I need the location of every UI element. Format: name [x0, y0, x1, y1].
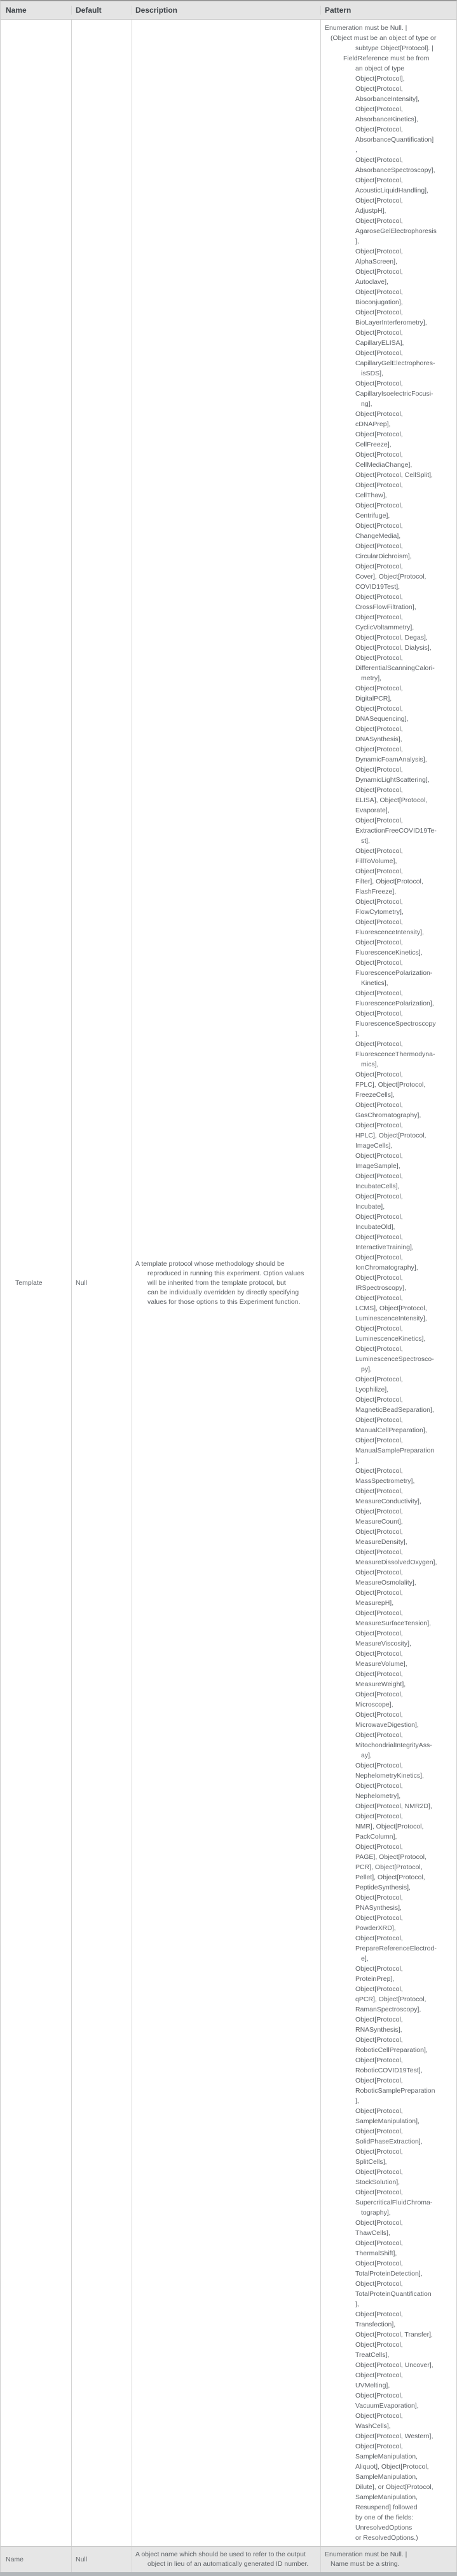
pattern-line: Object[Protocol,	[355, 1193, 403, 1200]
pattern-line: tography],	[361, 2209, 391, 2217]
pattern-line: Object[Protocol,	[355, 1589, 403, 1597]
pattern-line: Dilute], or Object[Protocol,	[355, 2483, 433, 2491]
pattern-line: Object[Protocol, Degas],	[355, 634, 428, 641]
pattern-line: ng],	[361, 400, 372, 408]
pattern-line: Transfection],	[355, 2321, 396, 2328]
pattern-line: IRSpectroscopy],	[355, 1284, 406, 1292]
pattern-line: LuminescenceSpectrosco-	[355, 1355, 434, 1363]
pattern-line: MeasureSurfaceTension],	[355, 1620, 432, 1627]
pattern-line: Incubate],	[355, 1203, 385, 1211]
pattern-line: reproduced in running this experiment. Option values	[147, 1269, 304, 1277]
pattern-line: PNASynthesis],	[355, 1904, 402, 1912]
pattern-line: Object[Protocol,	[355, 1711, 403, 1719]
pattern-line: MitochondrialIntegrityAss-	[355, 1741, 432, 1749]
pattern-line: Object[Protocol,	[355, 410, 403, 418]
pattern-line: ExtractionFreeCOVID19Te-	[355, 827, 437, 835]
pattern-line: Object[Protocol,	[355, 2128, 403, 2135]
pattern-line: DNASynthesis],	[355, 735, 402, 743]
pattern-line: Object[Protocol,	[355, 593, 403, 601]
pattern-line: Object[Protocol, Transfer],	[355, 2331, 433, 2338]
pattern-line: Object[Protocol,	[355, 1396, 403, 1404]
pattern-line: SampleManipulation],	[355, 2117, 419, 2125]
pattern-line: MeasureOsmolality],	[355, 1579, 416, 1587]
pattern-line: Object[Protocol,	[355, 705, 403, 713]
pattern-line: PackColumn],	[355, 1833, 397, 1841]
pattern-line: Object[Protocol,	[355, 614, 403, 621]
pattern-line: PCR], Object[Protocol,	[355, 1863, 423, 1871]
pattern-line: FluorescencePolarization],	[355, 1000, 434, 1007]
pattern-line: Object[Protocol,	[355, 1376, 403, 1383]
pattern-line: Object[Protocol, Dialysis],	[355, 644, 432, 652]
pattern-line: FluorescencePolarization-	[355, 969, 433, 977]
pattern-line: NMR], Object[Protocol,	[355, 1823, 424, 1830]
pattern-line: CellMediaChange],	[355, 461, 413, 469]
pattern-line: st],	[361, 837, 371, 845]
pattern-line: Microscope],	[355, 1701, 393, 1708]
pattern-line: Object[Protocol,	[355, 1548, 403, 1556]
pattern-line: FluorescenceSpectroscopy	[355, 1020, 436, 1028]
pattern-line: LCMS], Object[Protocol,	[355, 1305, 427, 1312]
pattern-line: Object[Protocol,	[355, 1762, 403, 1769]
pattern-line: Object[Protocol,	[355, 1040, 403, 1048]
pattern-line: ],	[355, 2097, 359, 2105]
pattern-line: FieldReference must be from	[343, 55, 430, 62]
pattern-line: or ResolvedOptions.)	[355, 2534, 418, 2542]
pattern-line: Object[Protocol,	[355, 2056, 403, 2064]
pattern-line: PowderXRD],	[355, 1924, 396, 1932]
pattern-line: Object[Protocol,	[355, 1345, 403, 1353]
pattern-line: TotalProteinQuantification	[355, 2290, 432, 2298]
pattern-line: ThermalShift],	[355, 2250, 397, 2257]
pattern-line: Object[Protocol,	[355, 1213, 403, 1221]
pattern-line: InteractiveTraining],	[355, 1244, 414, 1251]
pattern-line: Object[Protocol,	[355, 654, 403, 662]
pattern-line: Object[Protocol,	[355, 288, 403, 296]
pattern-line: Object[Protocol,	[355, 268, 403, 276]
pattern-line: ProteinPrep],	[355, 1975, 395, 1983]
pattern-line: AdjustpH],	[355, 207, 386, 215]
pattern-line: CapillaryGelElectrophores-	[355, 359, 435, 367]
pattern-line: Object[Protocol,	[355, 542, 403, 550]
pattern-line: AbsorbanceSpectroscopy],	[355, 166, 435, 174]
cell-pattern	[321, 2547, 456, 2572]
pattern-line: AbsorbanceQuantification]	[355, 136, 434, 144]
cell-pattern	[321, 20, 456, 2546]
pattern-line: Object[Protocol,	[355, 1650, 403, 1658]
pattern-line: Object[Protocol,	[355, 2311, 403, 2318]
pattern-line: A object name which should be used to refer to the output	[135, 2551, 306, 2558]
pattern-line: CircularDichroism],	[355, 553, 412, 560]
pattern-line: Object[Protocol, NMR2D],	[355, 1802, 432, 1810]
pattern-line: AcousticLiquidHandling],	[355, 187, 428, 194]
pattern-line: Object[Protocol,	[355, 1630, 403, 1637]
pattern-line: Object[Protocol,	[355, 1528, 403, 1536]
pattern-line: SupercriticalFluidChroma-	[355, 2199, 433, 2206]
pattern-line: Object[Protocol, CellSplit],	[355, 471, 433, 479]
pattern-line: will be inherited from the template protocol, but	[147, 1278, 286, 1287]
pattern-line: ImageCells],	[355, 1142, 393, 1150]
pattern-line: BioLayerInterferometry],	[355, 319, 427, 326]
pattern-line: Object[Protocol,	[355, 1894, 403, 1902]
pattern-line: Object[Protocol,	[355, 156, 403, 164]
pattern-line: ImageSample],	[355, 1162, 400, 1170]
pattern-line: Object[Protocol,	[355, 309, 403, 316]
pattern-line: ELISA], Object[Protocol,	[355, 796, 428, 804]
pattern-line: RoboticCOVID19Test],	[355, 2067, 423, 2074]
pattern-line: Object[Protocol,	[355, 989, 403, 997]
pattern-line: Object[Protocol,	[355, 522, 403, 530]
pattern-line: CellFreeze],	[355, 441, 392, 448]
pattern-line: GasChromatography],	[355, 1111, 421, 1119]
pattern-line: FreezeCells],	[355, 1091, 395, 1099]
description-text	[135, 2550, 315, 2569]
pattern-line: Object[Protocol,	[355, 2189, 403, 2196]
pattern-line: AlphaScreen],	[355, 258, 397, 265]
pattern-line: Name must be a string.	[331, 2560, 400, 2568]
pattern-line: Object[Protocol,	[355, 1071, 403, 1078]
pattern-line: AbsorbanceIntensity],	[355, 95, 419, 103]
pattern-line: UVMelting],	[355, 2382, 390, 2389]
pattern-line: TotalProteinDetection],	[355, 2270, 423, 2277]
pattern-line: HPLC], Object[Protocol,	[355, 1132, 426, 1139]
pattern-line: RNASynthesis],	[355, 2026, 402, 2034]
pattern-line: cDNAPrep],	[355, 420, 391, 428]
pattern-line: MeasureWeight],	[355, 1680, 406, 1688]
pattern-line: Object[Protocol,	[355, 349, 403, 357]
table-bottom-edge	[0, 2572, 457, 2576]
pattern-line: Object[Protocol,	[355, 502, 403, 509]
pattern-line: Evaporate],	[355, 807, 390, 814]
header-cell-name: Name	[1, 6, 72, 15]
pattern-line: Object[Protocol,	[355, 898, 403, 906]
table-row-name	[1, 2547, 456, 2572]
pattern-line: PeptideSynthesis],	[355, 1884, 411, 1891]
pattern-line: ManualCellPreparation],	[355, 1426, 427, 1434]
pattern-line: DNASequencing],	[355, 715, 409, 723]
pattern-line: Object[Protocol,	[355, 1813, 403, 1820]
pattern-line: CellThaw],	[355, 492, 387, 499]
pattern-line: Object[Protocol,	[355, 2412, 403, 2420]
pattern-line: COVID19Test],	[355, 583, 400, 591]
pattern-line: StockSolution],	[355, 2178, 400, 2186]
pattern-line: Object[Protocol,	[355, 2341, 403, 2349]
pattern-line: Object[Protocol,	[355, 431, 403, 438]
cell-option-name	[1, 20, 72, 2546]
pattern-line: A template protocol whose methodology should be	[135, 1259, 285, 1268]
pattern-line: Object[Protocol,	[355, 1782, 403, 1790]
pattern-line: Object[Protocol,	[355, 85, 403, 93]
pattern-line: Object[Protocol,	[355, 481, 403, 489]
pattern-line: Object[Protocol,	[355, 1843, 403, 1851]
pattern-line: MicrowaveDigestion],	[355, 1721, 419, 1729]
cell-default-value	[72, 2547, 132, 2572]
pattern-line: SplitCells],	[355, 2158, 387, 2166]
pattern-line: SampleManipulation,	[355, 2493, 418, 2501]
pattern-line: Object[Protocol,	[355, 2168, 403, 2176]
pattern-line: Object[Protocol,	[355, 1487, 403, 1495]
pattern-line: DynamicFoamAnalysis],	[355, 756, 427, 763]
pattern-line: (Object must be an object of type or	[331, 34, 437, 42]
pattern-line: Object[Protocol,	[355, 847, 403, 855]
pattern-line: NephelometryKinetics],	[355, 1772, 424, 1780]
pattern-line: Object[Protocol,	[355, 2036, 403, 2044]
pattern-line: Object[Protocol,	[355, 766, 403, 774]
pattern-line: ],	[355, 1457, 359, 1465]
pattern-line: Object[Protocol, Western],	[355, 2432, 433, 2440]
pattern-line: Object[Protocol,	[355, 817, 403, 824]
pattern-line: py],	[361, 1365, 372, 1373]
pattern-line: ],	[355, 2300, 359, 2308]
pattern-line: Bioconjugation],	[355, 299, 403, 306]
pattern-line: Object[Protocol,	[355, 2280, 403, 2288]
pattern-line: Object[Protocol,	[355, 1172, 403, 1180]
pattern-line: DifferentialScanningCalori-	[355, 664, 435, 672]
pattern-line: FluorescenceKinetics],	[355, 949, 423, 956]
pattern-line: Object[Protocol,	[355, 563, 403, 570]
pattern-line: mics],	[361, 1061, 379, 1068]
pattern-line: IncubateCells],	[355, 1183, 400, 1190]
pattern-line: isSDS],	[361, 370, 384, 377]
pattern-line: ManualSamplePreparation	[355, 1447, 435, 1454]
pattern-line: Enumeration must be Null. |	[325, 2551, 407, 2558]
pattern-line: e],	[361, 1955, 369, 1962]
pattern-line: DigitalPCR],	[355, 695, 392, 702]
pattern-line: MagneticBeadSeparation],	[355, 1406, 434, 1414]
cell-option-name	[1, 2547, 72, 2572]
pattern-line: RamanSpectroscopy],	[355, 2006, 421, 2013]
pattern-line: MeasureDissolvedOxygen],	[355, 1559, 437, 1566]
pattern-line: Object[Protocol,	[355, 1152, 403, 1160]
pattern-line: CyclicVoltammetry],	[355, 624, 414, 631]
pattern-line: Object[Protocol,	[355, 1691, 403, 1698]
pattern-line: Object[Protocol,	[355, 2371, 403, 2379]
pattern-line: LuminescenceKinetics],	[355, 1335, 426, 1343]
pattern-line: Object[Protocol,	[355, 725, 403, 733]
pattern-line: CapillaryIsoelectricFocusi-	[355, 390, 433, 398]
pattern-line: MeasureViscosity],	[355, 1640, 411, 1647]
pattern-line: AgaroseGelElectrophoresis	[355, 227, 437, 235]
default-value-label: Null	[76, 2556, 88, 2563]
pattern-line: Object[Protocol,	[355, 2239, 403, 2247]
pattern-line: Object[Protocol,	[355, 2077, 403, 2084]
pattern-line: SampleManipulation,	[355, 2473, 418, 2481]
header-cell-default: Default	[72, 6, 132, 15]
pattern-line: Object[Protocol,	[355, 918, 403, 926]
pattern-line: Nephelometry],	[355, 1792, 401, 1800]
pattern-line: Enumeration must be Null. |	[325, 24, 407, 32]
pattern-line: Object[Protocol,	[355, 1101, 403, 1109]
pattern-line: RoboticSamplePreparation	[355, 2087, 435, 2095]
pattern-line: ],	[355, 238, 359, 245]
pattern-line: FluorescenceThermodyna-	[355, 1050, 435, 1058]
pattern-line: Object[Protocol,	[355, 248, 403, 255]
pattern-line: Aliquot], Object[Protocol,	[355, 2463, 429, 2471]
pattern-line: MeasureConductivity],	[355, 1498, 421, 1505]
pattern-line: ,	[355, 146, 357, 154]
pattern-line: SolidPhaseExtraction],	[355, 2138, 423, 2145]
description-text	[135, 1259, 315, 1307]
pattern-line: Object[Protocol,	[355, 329, 403, 337]
pattern-line: Object[Protocol,	[355, 1294, 403, 1302]
pattern-line: subtype Object[Protocol]. |	[355, 44, 433, 52]
pattern-line: Object[Protocol,	[355, 1274, 403, 1282]
pattern-line: Object[Protocol,	[355, 786, 403, 794]
pattern-line: MeasurepH],	[355, 1599, 394, 1607]
pattern-line: UnresolvedOptions	[355, 2524, 413, 2532]
pattern-line: Object[Protocol,	[355, 1569, 403, 1576]
pattern-line: Lyophilize],	[355, 1386, 389, 1393]
pattern-line: ThawCells],	[355, 2229, 390, 2237]
default-value-label: Null	[76, 1279, 88, 1287]
table-header-row	[1, 1, 456, 20]
pattern-line: PAGE], Object[Protocol,	[355, 1853, 426, 1861]
pattern-line: Object[Protocol, Uncover],	[355, 2361, 433, 2369]
cell-description	[132, 20, 321, 2546]
pattern-line: Object[Protocol,	[355, 217, 403, 225]
pattern-line: MassSpectrometry],	[355, 1477, 415, 1485]
pattern-line: by one of the fields:	[355, 2514, 414, 2521]
pattern-line: Object[Protocol,	[355, 1965, 403, 1973]
pattern-line: RoboticCellPreparation],	[355, 2046, 428, 2054]
pattern-line: FlowCytometry],	[355, 908, 404, 916]
pattern-line: Pellet], Object[Protocol,	[355, 1874, 425, 1881]
pattern-line: AbsorbanceKinetics],	[355, 116, 418, 123]
option-name-label: Template	[15, 1279, 43, 1287]
pattern-line: an object of type	[355, 65, 405, 72]
pattern-line: Object[Protocol,	[355, 451, 403, 459]
pattern-line: IonChromatography],	[355, 1264, 418, 1271]
pattern-line: Object[Protocol,	[355, 2219, 403, 2227]
pattern-line: Object[Protocol,	[355, 1670, 403, 1678]
pattern-line: Object[Protocol,	[355, 1985, 403, 1993]
pattern-line: Object[Protocol,	[355, 2148, 403, 2156]
pattern-line: Object[Protocol,	[355, 1508, 403, 1515]
pattern-line: Autoclave],	[355, 278, 388, 286]
header-cell-description: Description	[132, 6, 321, 15]
pattern-line: SampleManipulation,	[355, 2453, 418, 2460]
pattern-text	[325, 2550, 454, 2569]
pattern-line: Kinetics],	[361, 979, 388, 987]
pattern-line: Object[Protocol,	[355, 939, 403, 946]
pattern-line: Object[Protocol,	[355, 2443, 403, 2450]
pattern-line: Object[Protocol,	[355, 1122, 403, 1129]
pattern-line: ay],	[361, 1752, 372, 1759]
pattern-line: Object[Protocol,	[355, 959, 403, 967]
pattern-line: Object[Protocol,	[355, 2016, 403, 2023]
pattern-line: Cover], Object[Protocol,	[355, 573, 426, 580]
pattern-line: object in lieu of an automatically generated ID number.	[147, 2560, 309, 2568]
pattern-line: Object[Protocol,	[355, 1416, 403, 1424]
pattern-line: VacuumEvaporation],	[355, 2402, 419, 2410]
cell-default-value	[72, 20, 132, 2546]
pattern-line: LuminescenceIntensity],	[355, 1315, 427, 1322]
pattern-line: Filter], Object[Protocol,	[355, 878, 423, 885]
pattern-line: Object[Protocol,	[355, 746, 403, 753]
pattern-line: Object[Protocol,	[355, 1467, 403, 1475]
pattern-line: Object[Protocol,	[355, 868, 403, 875]
pattern-line: Object[Protocol,	[355, 1325, 403, 1332]
pattern-line: IncubateOld],	[355, 1223, 395, 1231]
pattern-line: FPLC], Object[Protocol,	[355, 1081, 426, 1089]
pattern-line: TreatCells],	[355, 2351, 390, 2359]
pattern-line: Object[Protocol,	[355, 2392, 403, 2399]
pattern-line: Object[Protocol,	[355, 1010, 403, 1017]
pattern-line: qPCR], Object[Protocol,	[355, 1996, 426, 2003]
pattern-line: ],	[355, 1030, 359, 1038]
pattern-line: Resuspend] followed	[355, 2504, 418, 2511]
pattern-line: DynamicLightScattering],	[355, 776, 430, 784]
pattern-line: CapillaryELISA],	[355, 339, 404, 347]
pattern-line: Centrifuge],	[355, 512, 390, 520]
table-row-template	[1, 20, 456, 2547]
pattern-line: MeasureDensity],	[355, 1538, 407, 1546]
pattern-line: Object[Protocol,	[355, 1233, 403, 1241]
pattern-line: metry],	[361, 674, 382, 682]
pattern-line: Object[Protocol,	[355, 2107, 403, 2115]
pattern-line: Object[Protocol,	[355, 105, 403, 113]
pattern-line: WashCells],	[355, 2422, 391, 2430]
pattern-line: FillToVolume],	[355, 857, 397, 865]
header-cell-pattern: Pattern	[325, 6, 351, 15]
pattern-line: Object[Protocol,	[355, 1437, 403, 1444]
pattern-line: ChangeMedia],	[355, 532, 401, 540]
pattern-line: Object[Protocol,	[355, 1935, 403, 1942]
pattern-line: can be individually overridden by directly specifying	[147, 1288, 299, 1296]
pattern-line: Object[Protocol,	[355, 1914, 403, 1922]
cell-description	[132, 2547, 321, 2572]
pattern-line: Object[Protocol,	[355, 126, 403, 133]
pattern-text	[325, 23, 454, 2543]
pattern-line: Object[Protocol,	[355, 380, 403, 387]
pattern-line: Object[Protocol],	[355, 75, 405, 83]
pattern-line: Object[Protocol,	[355, 177, 403, 184]
pattern-line: FluorescenceIntensity],	[355, 929, 424, 936]
pattern-line: Object[Protocol,	[355, 2260, 403, 2267]
pattern-line: Object[Protocol,	[355, 1731, 403, 1739]
pattern-line: Object[Protocol,	[355, 1254, 403, 1261]
pattern-line: Object[Protocol,	[355, 1609, 403, 1617]
pattern-line: MeasureCount],	[355, 1518, 403, 1526]
pattern-line: PrepareReferenceElectrod-	[355, 1945, 437, 1952]
pattern-line: Object[Protocol,	[355, 197, 403, 205]
pattern-line: MeasureVolume],	[355, 1660, 407, 1668]
pattern-line: CrossFlowFiltration],	[355, 603, 416, 611]
pattern-line: FlashFreeze],	[355, 888, 397, 896]
pattern-line: Object[Protocol,	[355, 685, 403, 692]
pattern-line: values for those options to this Experiment function.	[147, 1298, 301, 1306]
option-name-label: Name	[6, 2556, 24, 2563]
